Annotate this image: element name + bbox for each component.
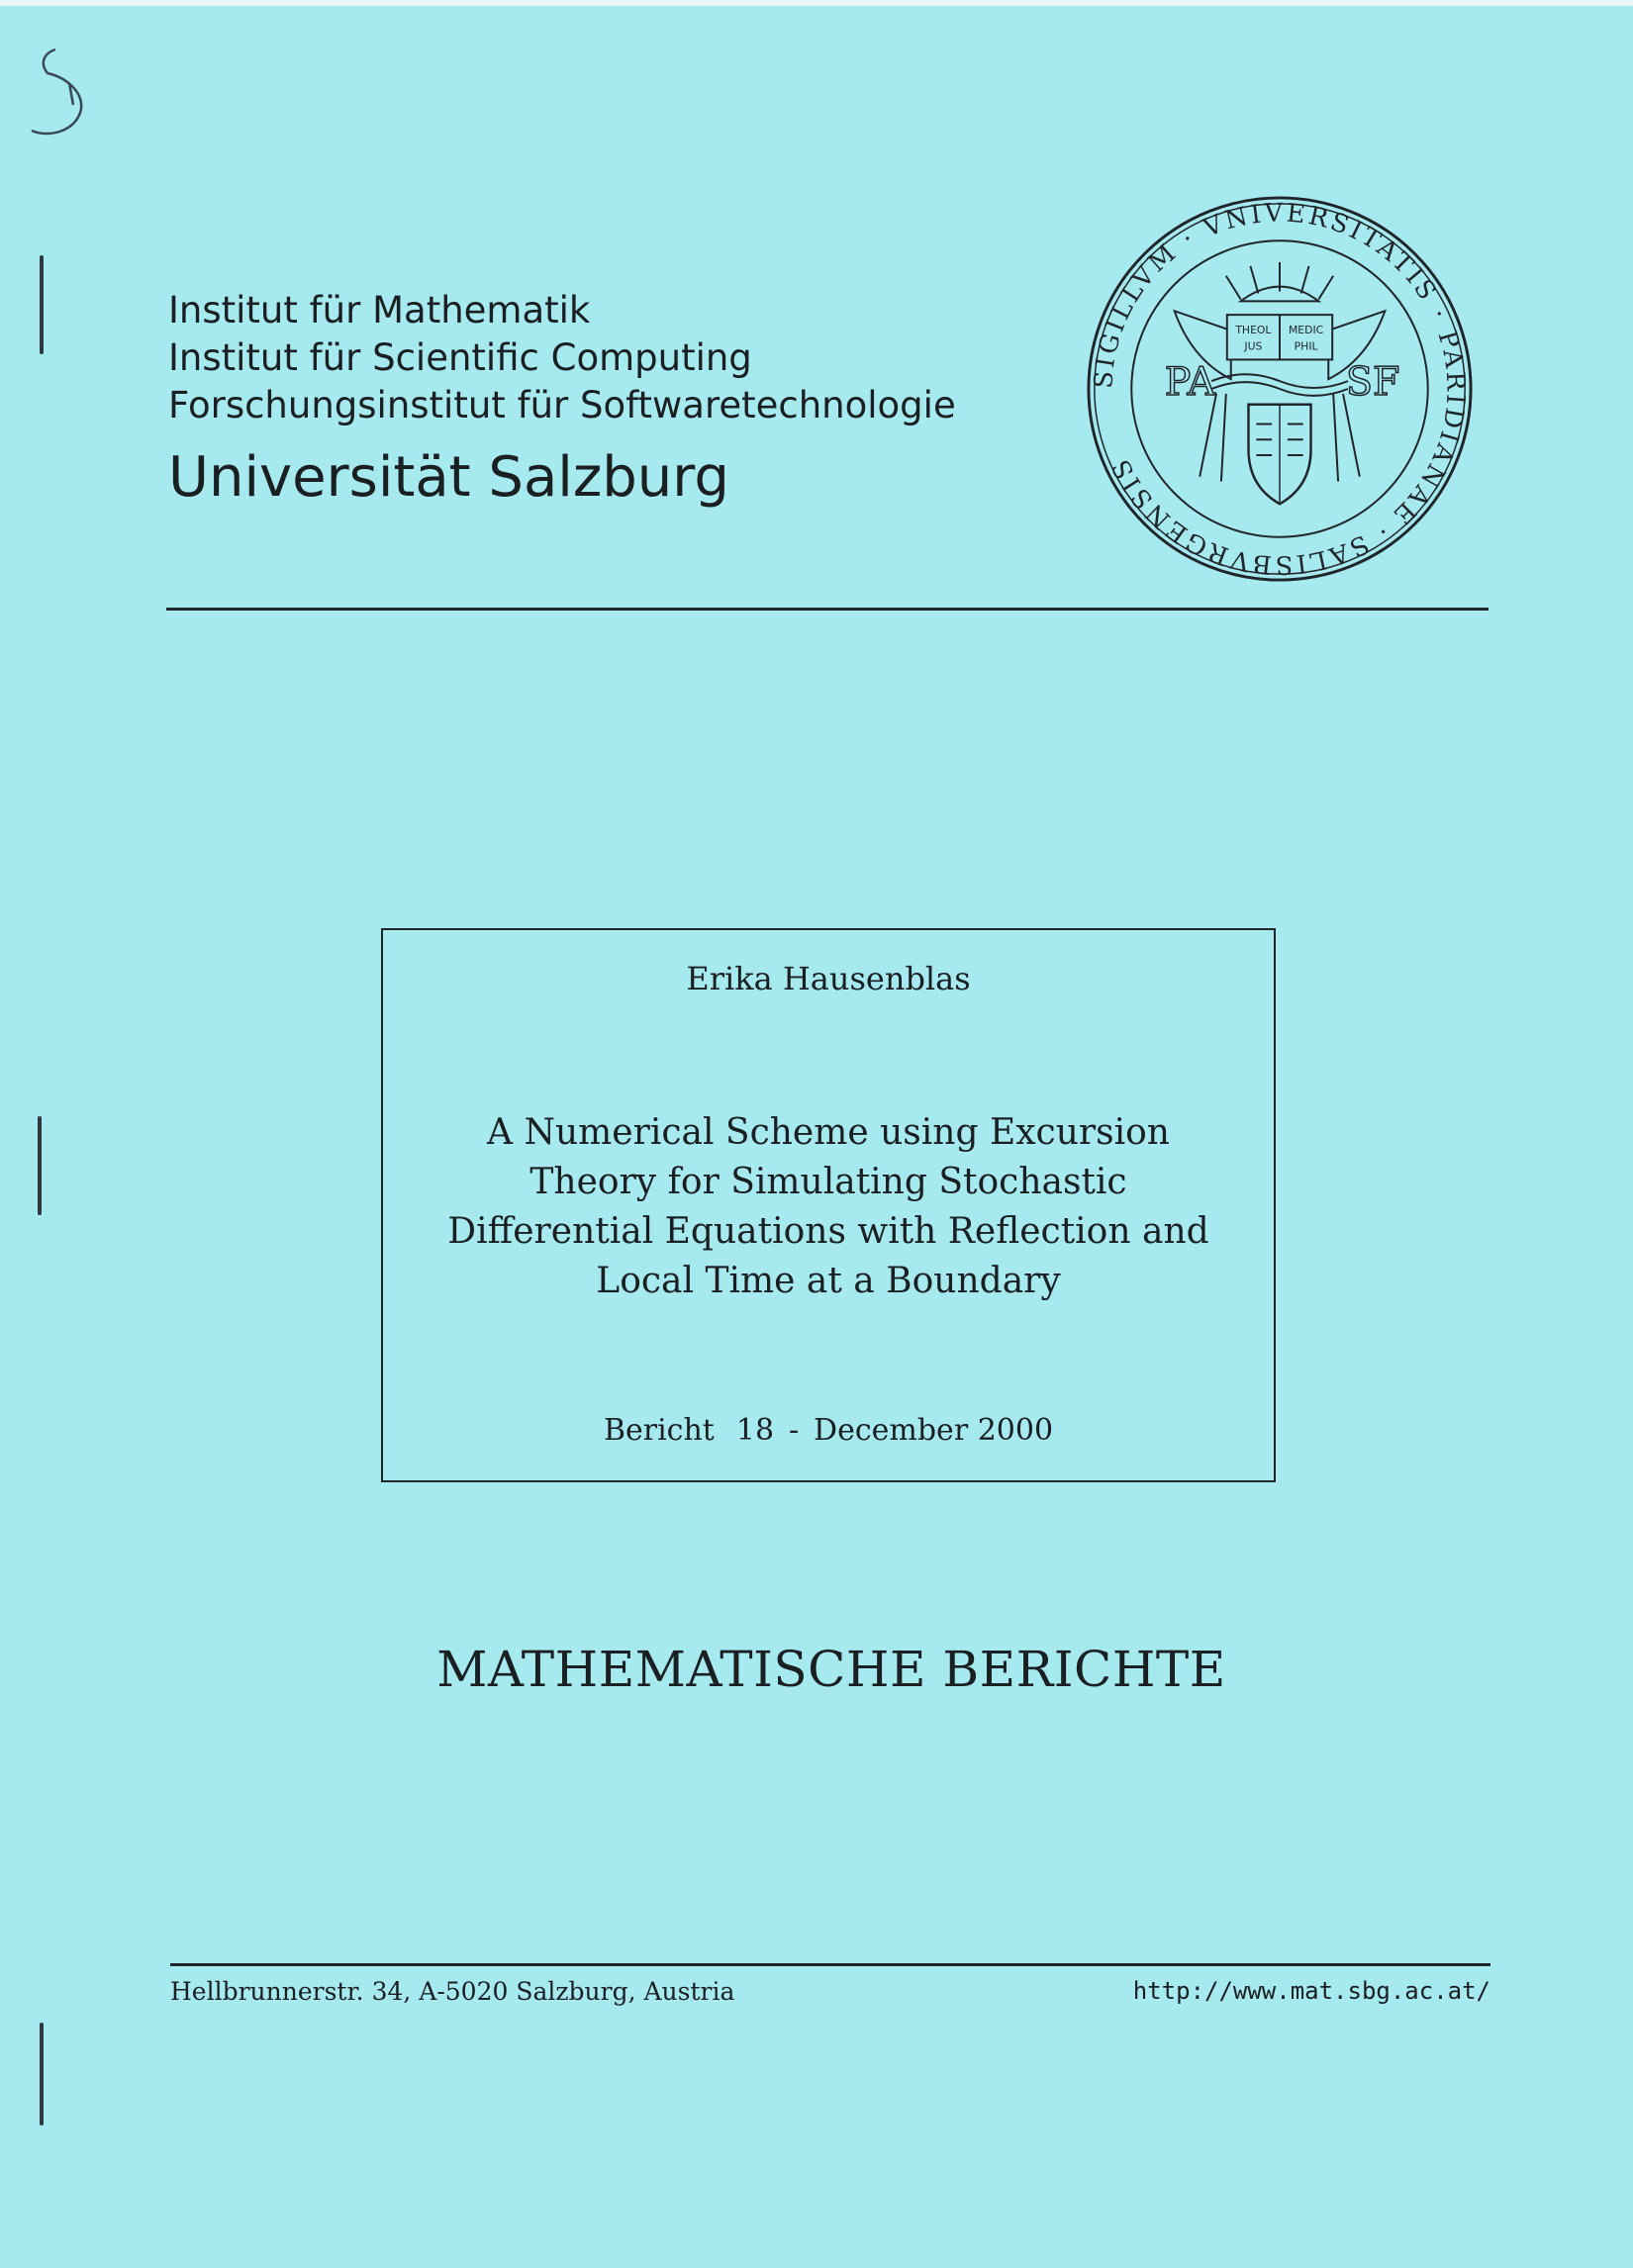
institute-line-1: Institut für Mathematik [168,289,591,331]
report-title [413,1108,1244,1306]
title-line-4: Local Time at a Boundary [596,1261,1061,1301]
seal-book-text-2: MEDIC [1288,323,1324,336]
report-separator: - [788,1413,800,1448]
footer-rule [170,1963,1490,1966]
seal-book-text-1: THEOL [1235,323,1272,336]
report-date: December 2000 [814,1413,1054,1448]
seal-right-initials: SF [1345,358,1400,405]
staple-middle [38,1116,42,1215]
title-line-1: A Numerical Scheme using Excursion [487,1112,1170,1153]
title-line-3: Differential Equations with Reflection and [447,1211,1209,1252]
institute-line-2: Institut für Scientific Computing [168,336,752,379]
footer-address: Hellbrunnerstr. 34, A-5020 Salzburg, Austria [170,1977,735,2006]
staple-top [40,255,44,354]
handwritten-mark-icon [26,44,115,142]
seal-book-text-4: PHIL [1294,339,1318,353]
staple-bottom [40,2023,44,2126]
institute-line-3: Forschungsinstitut für Softwaretechnologie [168,384,956,426]
seal-book-text-3: JUS [1244,339,1263,353]
seal-left-initials: PA [1164,358,1216,405]
institute-block [168,287,956,513]
series-title: MATHEMATISCHE BERICHTE [436,1641,1226,1698]
report-box [381,928,1276,1482]
university-name: Universität Salzburg [168,445,729,510]
author-name: Erika Hausenblas [686,960,971,997]
footer-url[interactable]: http://www.mat.sbg.ac.at/ [1132,1977,1490,2005]
paper-top-edge [0,0,1633,6]
report-series-label: Bericht [603,1413,715,1448]
header-rule [166,608,1489,611]
report-info [383,1413,1274,1448]
seal-inscription: SIGILLVM · VNIVERSITATIS · PARIDIANAE · SALISBVRGENSIS [1089,198,1471,580]
report-number: 18 [735,1413,775,1448]
university-seal [1085,194,1475,584]
title-line-2: Theory for Simulating Stochastic [529,1162,1127,1202]
